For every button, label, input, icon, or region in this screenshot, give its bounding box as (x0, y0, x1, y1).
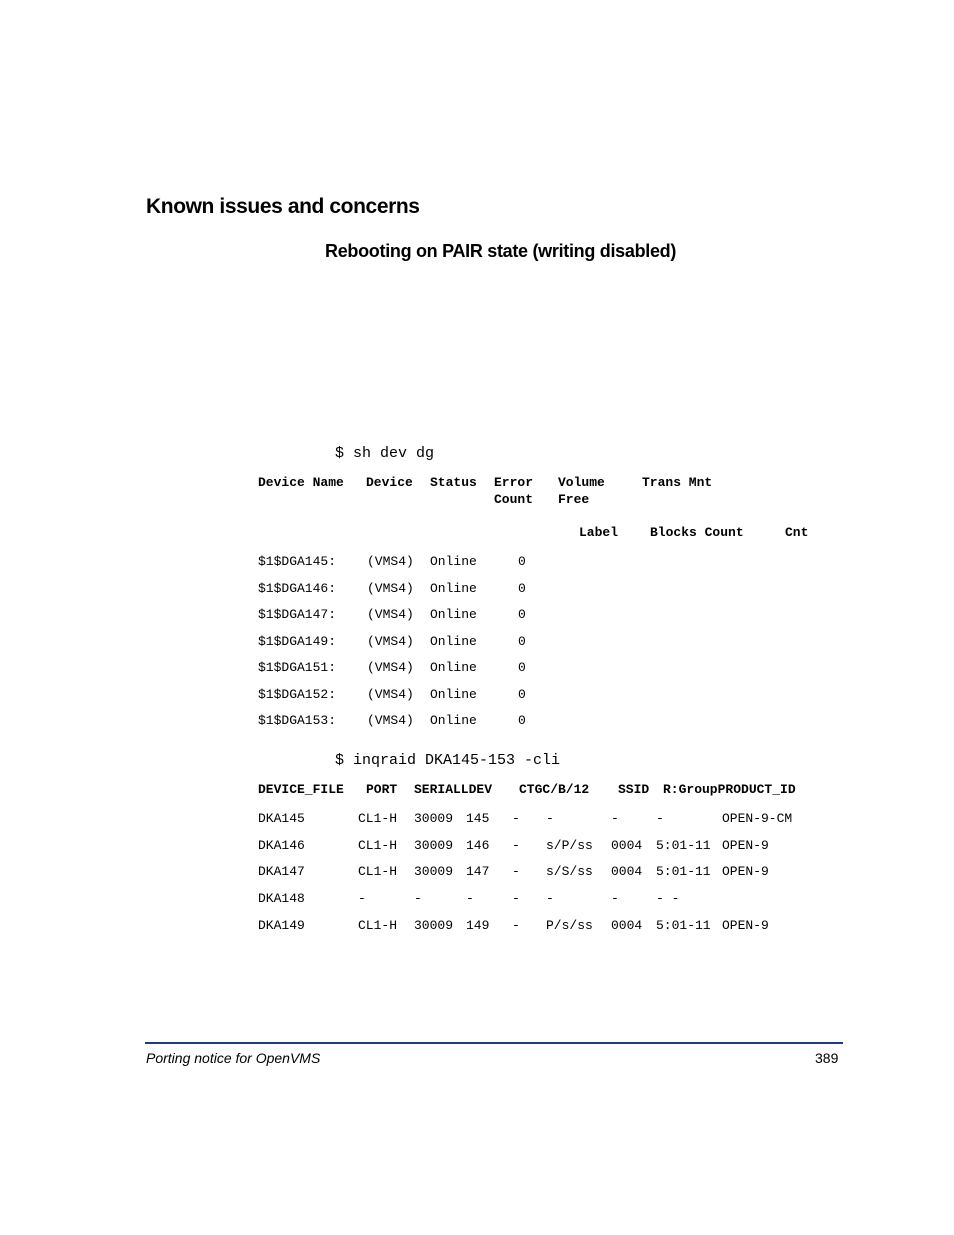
col-port: PORT (366, 782, 398, 797)
col-error: Error (494, 475, 534, 490)
cell-error: 0 (518, 634, 526, 649)
cell-device-name: $1$DGA147: (258, 607, 337, 622)
cell-error: 0 (518, 581, 526, 596)
cell-ldev: 146 (466, 838, 490, 853)
col-serial-ldev: SERIALLDEV (414, 782, 493, 797)
footer-title: Porting notice for OpenVMS (146, 1050, 321, 1066)
cell-device-name: $1$DGA145: (258, 554, 337, 569)
cell-device-name: $1$DGA146: (258, 581, 337, 596)
cell-status: Online (430, 660, 477, 675)
cell-status: Online (430, 581, 477, 596)
cell-ctg: - (512, 838, 520, 853)
cell-port: CL1-H (358, 838, 398, 853)
col-volume: Volume (558, 475, 605, 490)
cell-ssid: 0004 (611, 864, 643, 879)
cell-serial: 30009 (414, 864, 454, 879)
cell-ctg: - (512, 891, 520, 906)
cell-rgroup: - (656, 811, 664, 826)
cell-device-file: DKA146 (258, 838, 305, 853)
cell-port: - (358, 891, 366, 906)
cell-cb: - (546, 811, 554, 826)
col-device: Device (366, 475, 413, 490)
cell-device-file: DKA148 (258, 891, 305, 906)
cell-product: OPEN-9 (722, 838, 769, 853)
cell-device: (VMS4) (367, 554, 414, 569)
cell-product: OPEN-9 (722, 864, 769, 879)
cell-error: 0 (518, 607, 526, 622)
cell-device-name: $1$DGA151: (258, 660, 337, 675)
col-volume-free: Free (558, 492, 590, 507)
section-heading: Known issues and concerns (146, 195, 420, 218)
col-rgroup-product: R:GroupPRODUCT_ID (663, 782, 796, 797)
col-device-name: Device Name (258, 475, 344, 490)
cell-serial: 30009 (414, 918, 454, 933)
cell-status: Online (430, 554, 477, 569)
col-status: Status (430, 475, 477, 490)
cell-serial: 30009 (414, 838, 454, 853)
col-ctgc: CTGC/B/12 (519, 782, 590, 797)
command-show-device: $ sh dev dg (335, 445, 435, 462)
command-inqraid: $ inqraid DKA145-153 -cli (335, 752, 561, 769)
cell-rgroup: - - (656, 891, 680, 906)
cell-device-name: $1$DGA152: (258, 687, 337, 702)
cell-error: 0 (518, 687, 526, 702)
cell-ssid: 0004 (611, 838, 643, 853)
col-cnt: Cnt (785, 525, 809, 540)
cell-serial: 30009 (414, 811, 454, 826)
cell-ctg: - (512, 864, 520, 879)
col-label: Label (579, 525, 619, 540)
cell-rgroup: 5:01-11 (656, 838, 711, 853)
cell-error: 0 (518, 713, 526, 728)
col-trans-mnt: Trans Mnt (642, 475, 713, 490)
cell-ldev: 149 (466, 918, 490, 933)
cell-device-file: DKA145 (258, 811, 305, 826)
cell-cb: s/P/ss (546, 838, 593, 853)
cell-product: OPEN-9-CM (722, 811, 793, 826)
cell-device-name: $1$DGA149: (258, 634, 337, 649)
col-error-count: Count (494, 492, 534, 507)
page-number: 389 (815, 1050, 839, 1066)
subsection-heading: Rebooting on PAIR state (writing disabled) (325, 241, 677, 261)
cell-port: CL1-H (358, 864, 398, 879)
cell-status: Online (430, 713, 477, 728)
cell-device: (VMS4) (367, 713, 414, 728)
cell-port: CL1-H (358, 811, 398, 826)
col-blocks-count: Blocks Count (650, 525, 744, 540)
cell-ctg: - (512, 811, 520, 826)
cell-device: (VMS4) (367, 660, 414, 675)
footer-rule (145, 1042, 843, 1044)
col-ssid: SSID (618, 782, 650, 797)
cell-device: (VMS4) (367, 607, 414, 622)
cell-device-file: DKA147 (258, 864, 305, 879)
cell-rgroup: 5:01-11 (656, 864, 711, 879)
cell-ssid: 0004 (611, 918, 643, 933)
cell-error: 0 (518, 554, 526, 569)
cell-ldev: - (466, 891, 474, 906)
cell-ssid: - (611, 811, 619, 826)
cell-ssid: - (611, 891, 619, 906)
col-device-file: DEVICE_FILE (258, 782, 344, 797)
cell-device: (VMS4) (367, 581, 414, 596)
cell-ctg: - (512, 918, 520, 933)
cell-device: (VMS4) (367, 634, 414, 649)
cell-cb: s/S/ss (546, 864, 593, 879)
cell-status: Online (430, 634, 477, 649)
cell-device: (VMS4) (367, 687, 414, 702)
cell-device-name: $1$DGA153: (258, 713, 337, 728)
cell-serial: - (414, 891, 422, 906)
cell-status: Online (430, 687, 477, 702)
cell-ldev: 147 (466, 864, 490, 879)
cell-rgroup: 5:01-11 (656, 918, 711, 933)
cell-port: CL1-H (358, 918, 398, 933)
cell-ldev: 145 (466, 811, 490, 826)
cell-error: 0 (518, 660, 526, 675)
cell-status: Online (430, 607, 477, 622)
cell-cb: - (546, 891, 554, 906)
cell-product: OPEN-9 (722, 918, 769, 933)
cell-device-file: DKA149 (258, 918, 305, 933)
cell-cb: P/s/ss (546, 918, 593, 933)
